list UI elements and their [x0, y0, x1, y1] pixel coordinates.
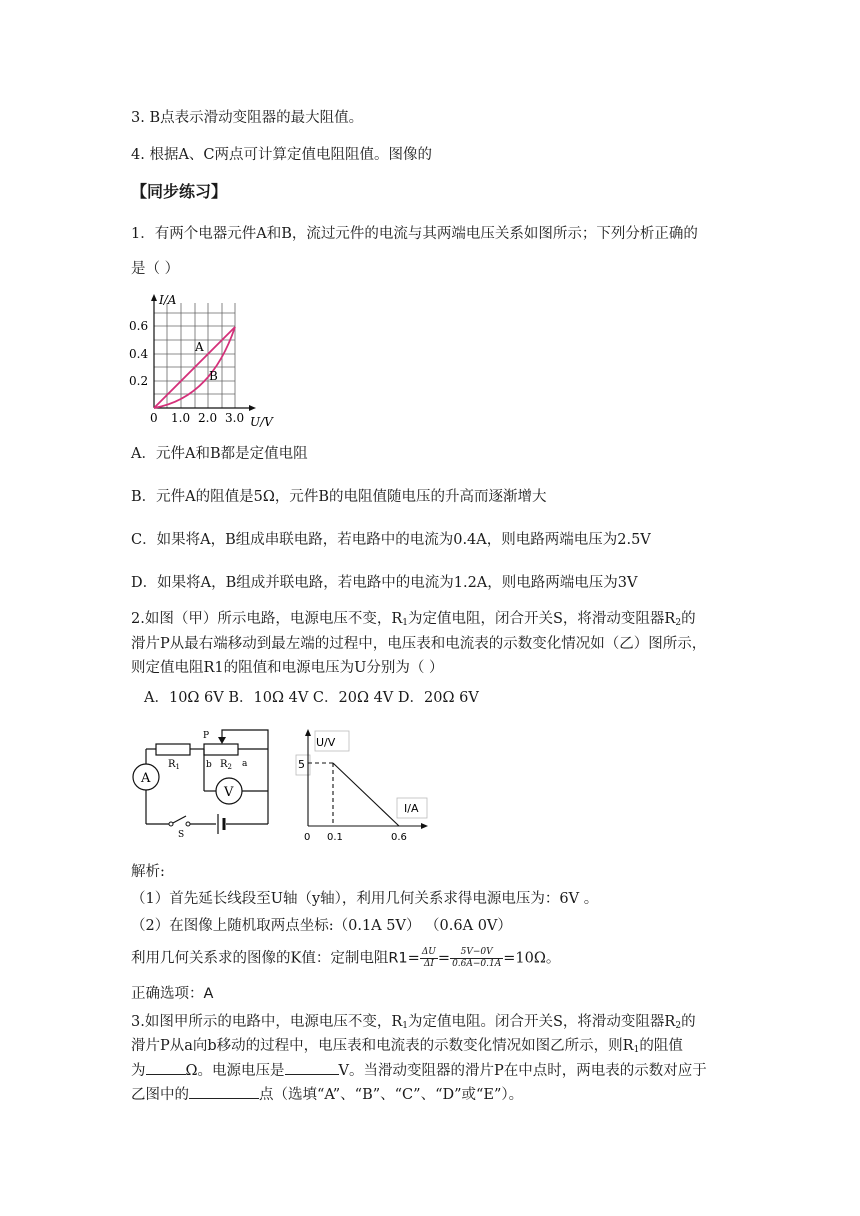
q1-stem-line1: 1．有两个电器元件A和B，流过元件的电流与其两端电压关系如图所示；下列分析正确的 — [131, 226, 698, 242]
q2-stem-line3: 则定值电阻R1的阻值和电源电压为U分别为（ ） — [131, 660, 444, 676]
r1-label: $R_1$ — [168, 759, 180, 771]
u-i-line — [333, 763, 399, 826]
blank-resistance[interactable] — [146, 1060, 186, 1075]
q1-origin: 0 — [150, 411, 158, 425]
q2-graph-x-label: I/A — [404, 802, 419, 815]
switch-label: S — [178, 830, 185, 840]
slider-p-label: P — [203, 731, 210, 741]
curve-a-label: A — [195, 340, 204, 354]
q2-graph-y-tick-5: 5 — [298, 758, 305, 771]
terminal-b-label: b — [206, 760, 212, 770]
note-item-3: 3. B点表示滑动变阻器的最大阻值。 — [131, 110, 364, 126]
q2-graph-y-label: U/V — [316, 736, 336, 749]
battery — [218, 814, 224, 834]
q3-stem-line1: 3.如图甲所示的电路中，电源电压不变，$R_1$为定值电阻。闭合开关S，将滑动变阻器$R_2$的 — [131, 1014, 696, 1031]
q2-options: A．10Ω 6V B．10Ω 4V C．20Ω 4V D．20Ω 6V — [144, 690, 479, 706]
q2-stem-line2: 滑片P从最右端移动到最左端的过程中，电压表和电流表的示数变化情况如（乙）图所示， — [131, 636, 707, 652]
q1-x-axis-label: U/V — [250, 415, 273, 429]
curve-b-label: B — [209, 369, 218, 383]
q1-y-arrow — [151, 294, 157, 301]
q2-ui-graph — [291, 728, 436, 846]
r2-label: $R_2$ — [220, 759, 232, 771]
terminal-a-label: a — [242, 759, 248, 769]
q1-option-b: B．元件A的阻值是5Ω，元件B的电阻值随电压的升高而逐渐增大 — [131, 489, 547, 505]
q2-graph-x-tick-0.6: 0.6 — [391, 832, 407, 843]
q1-y-tick-0.6: 0.6 — [129, 319, 149, 333]
analysis-step-2: （2）在图像上随机取两点坐标:（0.1A 5V） （0.6A 0V） — [131, 918, 512, 934]
voltmeter-label: V — [224, 785, 234, 800]
section-title: 【同步练习】 — [131, 182, 228, 201]
switch-blade — [171, 816, 186, 824]
q1-x-arrow — [249, 405, 256, 411]
delta-fraction: $\frac{\Delta U}{\Delta I}$ — [421, 947, 436, 969]
q2-circuit-diagram — [126, 726, 276, 840]
answer-line: 正确选项：A — [131, 986, 214, 1002]
slider-arrow — [218, 737, 226, 744]
q1-y-tick-0.4: 0.4 — [129, 347, 149, 361]
blank-point[interactable] — [189, 1084, 259, 1099]
q1-stem-line2: 是（ ） — [131, 261, 180, 277]
analysis-step-3: 利用几何关系求的图像的K值：定制电阻R1= $\frac{\Delta U}{\Delta I}$ = $\frac{5V-0V}{0.6A-0.1A}$ =10Ω。 — [131, 947, 561, 969]
q1-option-c: C．如果将A，B组成串联电路，若电路中的电流为0.4A，则电路两端电压为2.5V — [131, 532, 651, 548]
analysis-title: 解析: — [131, 864, 165, 880]
analysis-step-1: （1）首先延长线段至U轴（y轴），利用几何关系求得电源电压为：6V 。 — [131, 891, 599, 907]
q1-option-d: D．如果将A，B组成并联电路，若电路中的电流为1.2A，则电路两端电压为3V — [131, 575, 638, 591]
q1-x-tick-3.0: 3.0 — [225, 411, 245, 425]
value-fraction: $\frac{5V-0V}{0.6A-0.1A}$ — [452, 947, 502, 969]
blank-voltage[interactable] — [285, 1060, 339, 1075]
r1-resistor — [156, 744, 190, 755]
q1-iu-graph — [126, 288, 286, 430]
q2-graph-x-tick-0: 0 — [304, 832, 311, 843]
q1-y-axis-label: I/A — [159, 293, 177, 307]
note-item-4: 4. 根据A、C两点可计算定值电阻阻值。图像的 — [131, 147, 433, 163]
q1-y-tick-0.2: 0.2 — [129, 374, 149, 388]
answer-value: A — [203, 986, 214, 1002]
q1-x-tick-1.0: 1.0 — [171, 411, 191, 425]
q3-stem-line2: 滑片P从a向b移动的过程中，电压表和电流表的示数变化情况如图乙所示，则$R_1$的阻值 — [131, 1038, 683, 1055]
q1-x-tick-2.0: 2.0 — [198, 411, 218, 425]
q1-option-a: A．元件A和B都是定值电阻 — [131, 446, 308, 462]
q3-stem-line3: 为 Ω。电源电压是 V。当滑动变阻器的滑片P在中点时，两电表的示数对应于 — [131, 1060, 707, 1081]
r2-rheostat — [204, 744, 238, 755]
q3-stem-line4: 乙图中的 点（选填“A”、“B”、“C”、“D”或“E”）。 — [131, 1084, 523, 1105]
q2-graph-x-tick-0.1: 0.1 — [327, 832, 343, 843]
ammeter-label: A — [141, 771, 151, 786]
q2-stem-line1: 2.如图（甲）所示电路，电源电压不变，$R_1$为定值电阻，闭合开关S，将滑动变阻器$R_2$的 — [131, 611, 696, 628]
